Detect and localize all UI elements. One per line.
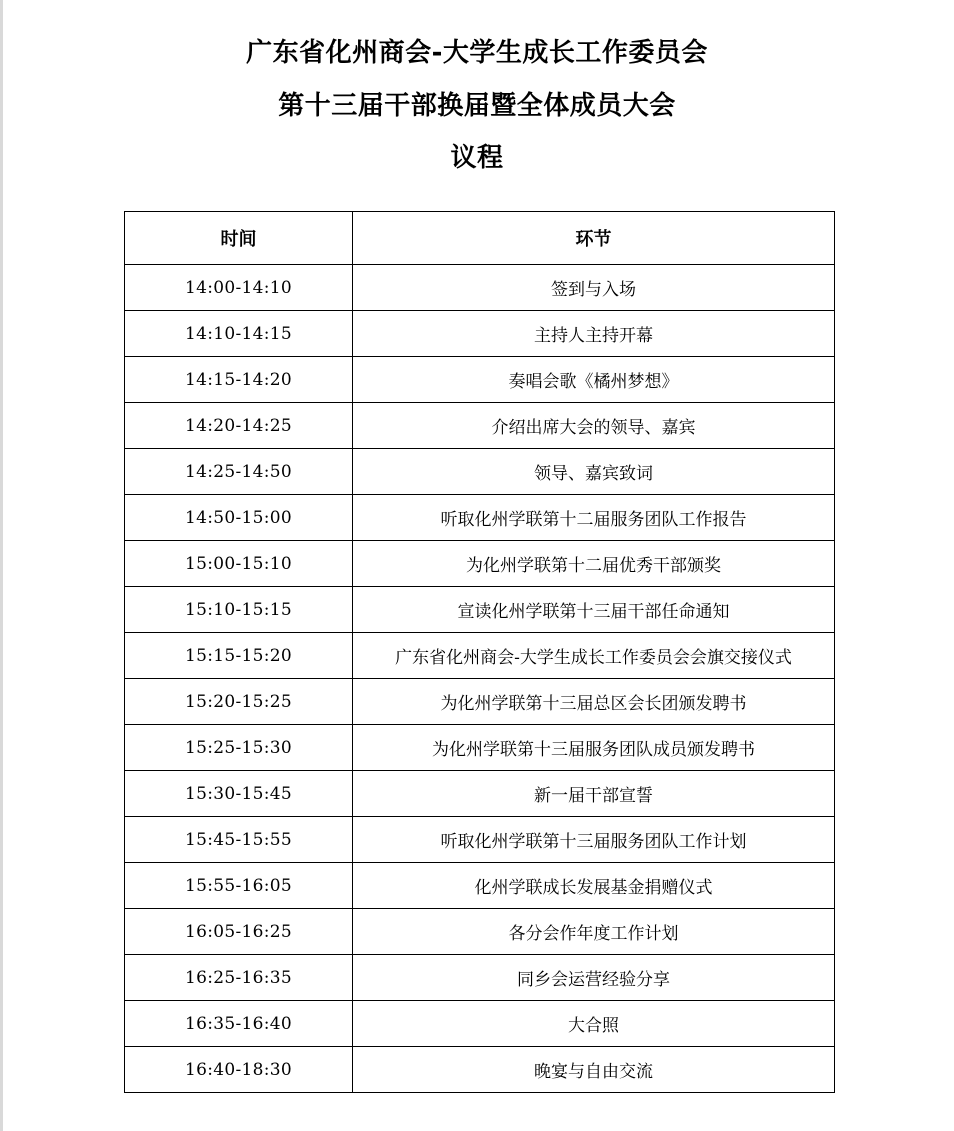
- item-cell: 听取化州学联第十二届服务团队工作报告: [353, 495, 835, 541]
- time-cell: 14:10-14:15: [125, 311, 353, 357]
- item-cell: 为化州学联第十二届优秀干部颁奖: [353, 541, 835, 587]
- time-cell: 16:05-16:25: [125, 909, 353, 955]
- time-cell: 16:25-16:35: [125, 955, 353, 1001]
- time-cell: 14:25-14:50: [125, 449, 353, 495]
- document-title-line-1: 广东省化州商会-大学生成长工作委员会: [246, 38, 708, 68]
- time-cell: 15:15-15:20: [125, 633, 353, 679]
- item-cell: 广东省化州商会-大学生成长工作委员会会旗交接仪式: [353, 633, 835, 679]
- item-cell: 各分会作年度工作计划: [353, 909, 835, 955]
- table-row: [125, 541, 835, 587]
- table-row: [125, 495, 835, 541]
- table-row: [125, 403, 835, 449]
- table-row: [125, 955, 835, 1001]
- table-row: [125, 817, 835, 863]
- time-cell: 15:10-15:15: [125, 587, 353, 633]
- header-time: 时间: [125, 212, 353, 265]
- table-row: [125, 679, 835, 725]
- table-row: [125, 1001, 835, 1047]
- time-cell: 14:20-14:25: [125, 403, 353, 449]
- time-cell: 15:20-15:25: [125, 679, 353, 725]
- table-row: [125, 587, 835, 633]
- item-cell: 宣读化州学联第十三届干部任命通知: [353, 587, 835, 633]
- table-row: [125, 265, 835, 311]
- document-title-line-3: 议程: [450, 143, 504, 173]
- table-row: [125, 771, 835, 817]
- item-cell: 为化州学联第十三届总区会长团颁发聘书: [353, 679, 835, 725]
- time-cell: 15:30-15:45: [125, 771, 353, 817]
- item-cell: 主持人主持开幕: [353, 311, 835, 357]
- time-cell: 15:25-15:30: [125, 725, 353, 771]
- table-row: [125, 1047, 835, 1093]
- table-row: [125, 311, 835, 357]
- item-cell: 晚宴与自由交流: [353, 1047, 835, 1093]
- time-cell: 16:40-18:30: [125, 1047, 353, 1093]
- item-cell: 新一届干部宣誓: [353, 771, 835, 817]
- item-cell: 大合照: [353, 1001, 835, 1047]
- time-cell: 15:55-16:05: [125, 863, 353, 909]
- time-cell: 14:50-15:00: [125, 495, 353, 541]
- table-row: [125, 909, 835, 955]
- item-cell: 同乡会运营经验分享: [353, 955, 835, 1001]
- time-cell: 14:00-14:10: [125, 265, 353, 311]
- item-cell: 领导、嘉宾致词: [353, 449, 835, 495]
- document-title-line-2: 第十三届干部换届暨全体成员大会: [278, 91, 676, 121]
- table-row: [125, 449, 835, 495]
- header-item: 环节: [353, 212, 835, 265]
- item-cell: 化州学联成长发展基金捐赠仪式: [353, 863, 835, 909]
- table-row: [125, 633, 835, 679]
- item-cell: 介绍出席大会的领导、嘉宾: [353, 403, 835, 449]
- table-row: [125, 357, 835, 403]
- time-cell: 16:35-16:40: [125, 1001, 353, 1047]
- agenda-table: [124, 211, 835, 1093]
- item-cell: 听取化州学联第十三届服务团队工作计划: [353, 817, 835, 863]
- table-row: [125, 863, 835, 909]
- table-header-row: [125, 212, 835, 265]
- time-cell: 14:15-14:20: [125, 357, 353, 403]
- item-cell: 签到与入场: [353, 265, 835, 311]
- item-cell: 奏唱会歌《橘州梦想》: [353, 357, 835, 403]
- table-row: [125, 725, 835, 771]
- item-cell: 为化州学联第十三届服务团队成员颁发聘书: [353, 725, 835, 771]
- time-cell: 15:45-15:55: [125, 817, 353, 863]
- time-cell: 15:00-15:10: [125, 541, 353, 587]
